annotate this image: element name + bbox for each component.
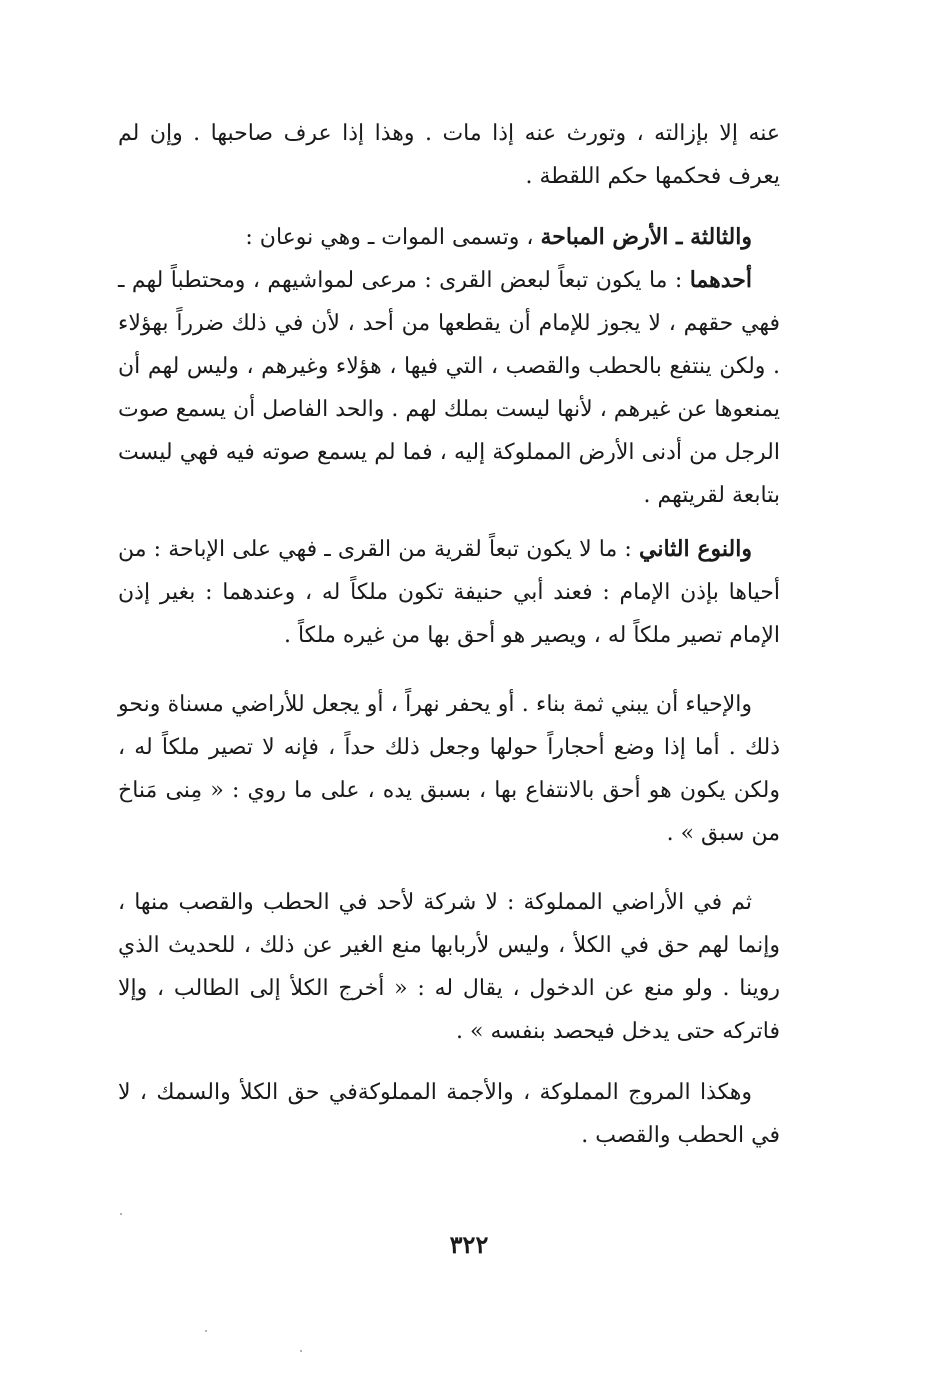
paragraph-2-heading: والثالثة ـ الأرض المباحة — [540, 224, 752, 250]
paragraph-1-text: عنه إلا بإزالته ، وتورث عنه إذا مات . وهذا إذا عرف صاحبها . وإن لم يعرف فحكمها حكم اللقطة . — [118, 121, 780, 189]
paragraph-4-heading: والنوع الثاني — [638, 536, 752, 562]
paragraph-2 — [118, 216, 780, 259]
paragraph-6 — [118, 881, 780, 1053]
scan-speck — [205, 1330, 207, 1332]
paragraph-4 — [118, 528, 780, 657]
paragraph-7-text: وهكذا المروج المملوكة ، والأجمة المملوكةفي حق الكلأ والسمك ، لا في الحطب والقصب . — [118, 1080, 780, 1148]
paragraph-4-text: : ما لا يكون تبعاً لقرية من القرى ـ فهي على الإباحة : من أحياها بإذن الإمام : فعند أبي حنيفة تكون ملكاً له ، وعندهما : بغير إذن الإمام تصير ملكاً له ، ويصير هو أحق بها من غيره ملكاً . — [118, 537, 780, 648]
paragraph-3-heading: أحدهما — [689, 267, 752, 293]
paragraph-2-text: ، وتسمى الموات ـ وهي نوعان : — [245, 225, 541, 250]
paragraph-3 — [118, 259, 780, 517]
paragraph-1 — [118, 112, 780, 198]
paragraph-5-text: والإحياء أن يبني ثمة بناء . أو يحفر نهراً ، أو يجعل للأراضي مسناة ونحو ذلك . أما إذا وضع أحجاراً حولها وجعل ذلك حداً ، فإنه لا تصير ملكاً له ، ولكن يكون هو أحق بالانتفاع بها ، بسبق يده ، على ما روي : « مِنى مَناخ من سبق » . — [118, 692, 780, 846]
paragraph-3-text: : ما يكون تبعاً لبعض القرى : مرعى لمواشيهم ، ومحتطباً لهم ـ فهي حقهم ، لا يجوز للإمام أن يقطعها من أحد ، لأن في ذلك ضرراً بهؤلاء . ولكن ينتفع بالحطب والقصب ، التي فيها ، هؤلاء وغيرهم ، وليس لهم أن يمنعوها عن غيرهم ، لأنها ليست بملك لهم . والحد الفاصل أن يسمع صوت الرجل من أدنى الأرض المملوكة إليه ، فما لم يسمع صوته فيه فهي ليست بتابعة لقريتهم . — [118, 268, 780, 508]
page-body — [118, 112, 780, 1157]
scan-speck — [120, 1213, 122, 1215]
paragraph-6-text: ثم في الأراضي المملوكة : لا شركة لأحد في الحطب والقصب منها ، وإنما لهم حق في الكلأ ، وليس لأربابها منع الغير عن ذلك ، للحديث الذي روينا . ولو منع عن الدخول ، يقال له : « أخرج الكلأ إلى الطالب ، وإلا فاتركه حتى يدخل فيحصد بنفسه » . — [118, 890, 780, 1044]
paragraph-5 — [118, 683, 780, 855]
paragraph-7 — [118, 1071, 780, 1157]
scan-speck — [300, 1350, 302, 1352]
page-number: ٣٢٢ — [449, 1230, 489, 1259]
